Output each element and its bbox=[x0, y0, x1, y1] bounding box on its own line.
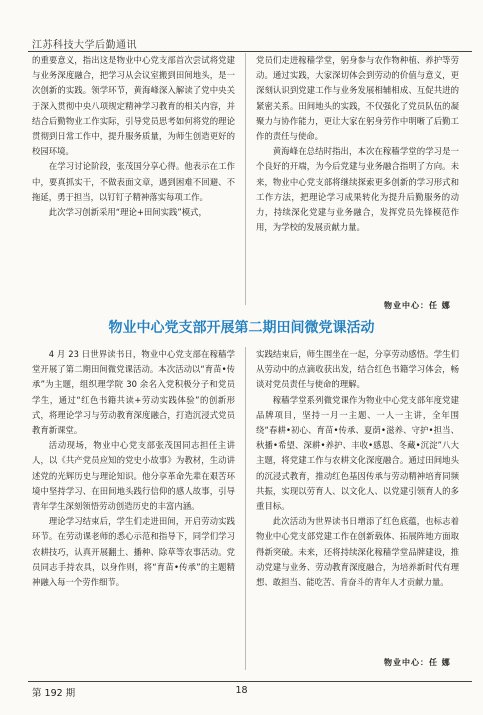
article2-left-column bbox=[32, 347, 235, 590]
paragraph: 党员们走进稼穑学堂，躬身参与农作物种植、养护等劳动。通过实践，大家深切体会到劳动的价值与意义，更深刻认识到党建工作与业务发展相辅相成、互促共进的紧密关系。田间地头的实践，不仅强化了党员队伍的凝聚力与协作能力，更让大家在躬身劳作中明晰了后勤工作的责任与使命。 bbox=[256, 55, 459, 142]
paragraph: 4 月 23 日世界读书日，物业中心党支部在稼穑学堂开展了第二期田间微党课活动。本次活动以“育苗•传承”为主题，组织理学院 30 余名入党积极分子和党员学生，通过“红色书籍共读+劳动实践体验”的创新形式，将理论学习与劳动教育深度融合，打造沉浸式党员教育新课堂。 bbox=[32, 349, 235, 436]
footer-divider bbox=[28, 681, 472, 682]
paragraph: 活动现场，物业中心党支部张茂国同志担任主讲人，以《共产党员应知的党史小故事》为教材，生动讲述党的光辉历史与理论知识。他分享革命先辈在艰苦环境中坚持学习、在田间地头践行信仰的感人故事，引导青年学生深刻领悟劳动创造历史的丰富内涵。 bbox=[32, 440, 235, 512]
page-number: 18 bbox=[235, 685, 248, 696]
header-title: 江苏科技大学后勤通讯 bbox=[32, 40, 137, 51]
paragraph: 的重要意义，指出这是物业中心党支部首次尝试将党建与业务深度融合，把学习从会议室搬到田间地头，是一次创新的实践。领学环节，黄海峰深入解读了党中央关于深入贯彻中央八项规定精神学习教育的相关内容，并结合后勤物业工作实际，引导党员思考如何将党的理论贯彻到日常工作中，提升服务质量，为师生创造更好的校园环境。 bbox=[32, 55, 235, 157]
column-divider bbox=[245, 347, 246, 670]
article1-left-column bbox=[32, 53, 235, 220]
paragraph: 此次学习创新采用“理论+田间实践”模式， bbox=[48, 207, 207, 218]
article1-right-column bbox=[256, 53, 459, 235]
article2-right-column bbox=[256, 347, 459, 590]
article2-signature: 物业中心：任 娜 bbox=[384, 658, 451, 667]
article-title: 物业中心党支部开展第二期田间微党课活动 bbox=[108, 320, 375, 336]
header-divider bbox=[28, 51, 472, 52]
column-divider bbox=[245, 53, 246, 305]
paragraph: 理论学习结束后，学生们走进田间，开启劳动实践环节。在劳动课老师的悉心示范和指导下，同学们学习农耕技巧，认真开展翻土、播种、除草等农事活动。党员同志手持农具，以身作则，将“育苗•传承”的主题精神融入每一个劳作细节。 bbox=[32, 516, 235, 588]
article1-signature: 物业中心：任 娜 bbox=[384, 301, 451, 310]
issue-number: 第 192 期 bbox=[32, 688, 76, 699]
paragraph: 实践结束后，师生围坐在一起，分享劳动感悟。学生们从劳动中的点滴收获出发，结合红色书籍学习体会，畅谈对党员责任与使命的理解。 bbox=[256, 349, 459, 390]
paragraph: 此次活动为世界读书日增添了红色底蕴，也标志着物业中心党支部党建工作在创新载体、拓展阵地方面取得新突破。未来，还将持续深化稼穑学堂品牌建设，推动党建与业务、劳动教育深度融合，为培养新时代有理想、敢担当、能吃苦、肯奋斗的青年人才贡献力量。 bbox=[256, 516, 459, 588]
paragraph: 稼穑学堂系列微党课作为物业中心党支部年度党建品牌项目，坚持一月一主题、一人一主讲，全年围绕“春耕•初心、育苗•传承、夏荫•滋养、守护•担当、秋播•希望、深耕•养护、丰收•感恩、冬藏•沉淀”八大主题，将党建工作与农耕文化深度融合。通过田间地头的沉浸式教育，推动红色基因传承与劳动精神培育同频共振，实现以劳育人、以文化人、以党建引领育人的多重目标。 bbox=[256, 394, 459, 512]
paragraph: 在学习讨论阶段，张茂国分享心得。他表示在工作中，要真抓实干，不做表面文章，遇到困难不回避、不拖延，勇于担当，以钉钉子精神落实每项工作。 bbox=[32, 161, 235, 202]
paragraph: 黄海峰在总结时指出，本次在稼穑学堂的学习是一个良好的开端，为今后党建与业务融合指明了方向。未来，物业中心党支部将继续探索更多创新的学习形式和工作方法，把理论学习成果转化为提升后勤服务的动力，持续深化党建与业务融合，发挥党员先锋模范作用，为学校的发展贡献力量。 bbox=[256, 146, 459, 233]
